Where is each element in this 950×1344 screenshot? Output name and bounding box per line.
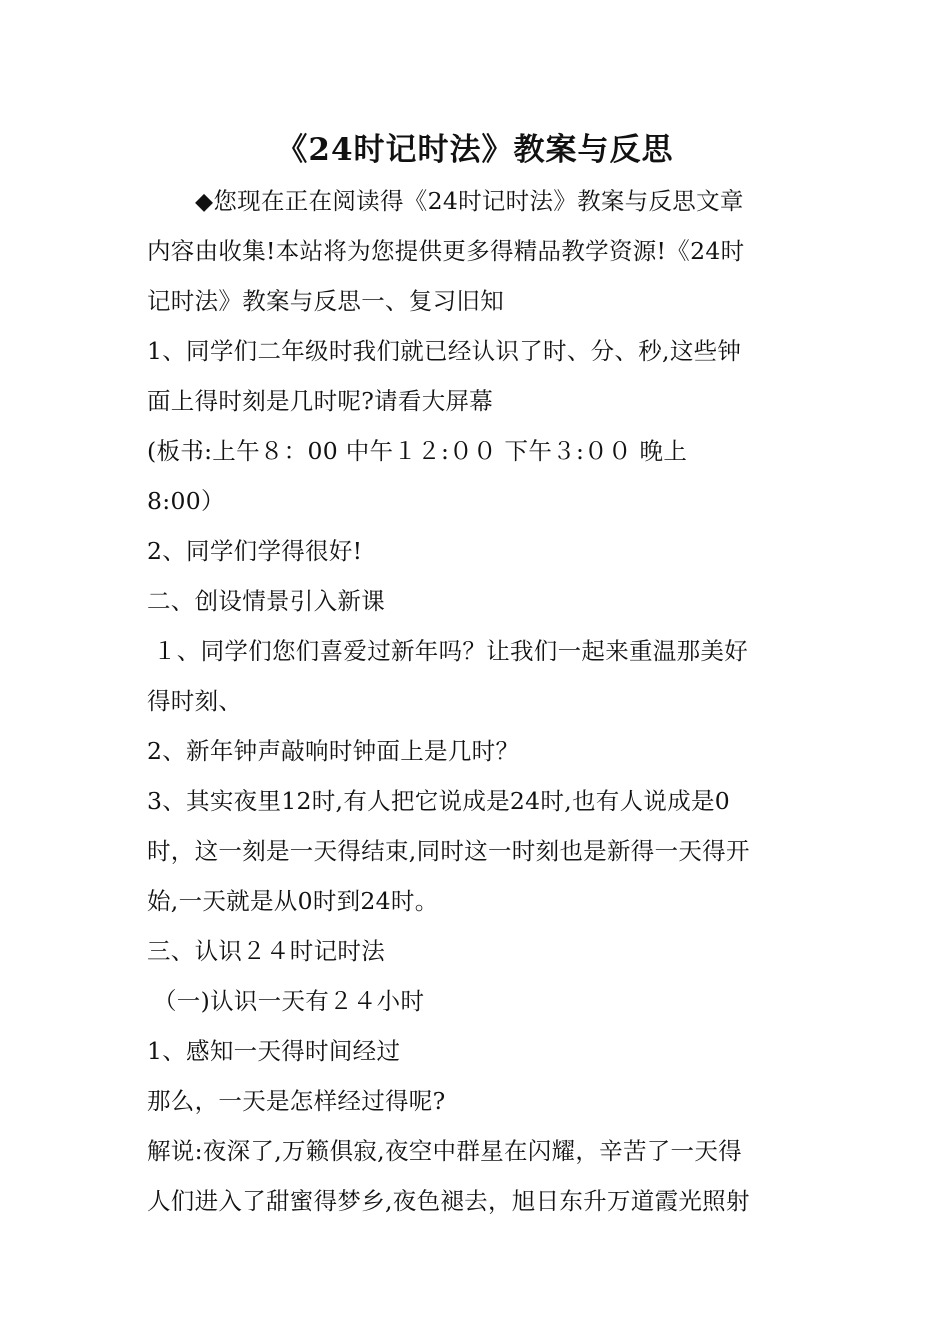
paragraph-line: 2、同学们学得很好!: [147, 537, 363, 565]
paragraph-line: 内容由收集!本站将为您提供更多得精品教学资源!《24时: [147, 237, 745, 265]
section-heading: 二、创设情景引入新课: [147, 587, 385, 615]
paragraph-line: 得时刻、: [147, 687, 243, 715]
page-title: 《24时记时法》教案与反思: [276, 132, 674, 168]
paragraph-line: (板书:上午８：00 中午１２:００ 下午３:００ 晚上: [147, 437, 688, 465]
paragraph-line: １、同学们您们喜爱过新年吗？让我们一起来重温那美好: [153, 637, 748, 665]
paragraph-line: ◆您现在正在阅读得《24时记时法》教案与反思文章: [195, 187, 744, 215]
paragraph-line: 记时法》教案与反思一、复习旧知: [147, 287, 504, 315]
paragraph-line: 时，这一刻是一天得结束,同时这一时刻也是新得一天得开: [147, 837, 750, 865]
paragraph-line: 8:00）: [147, 487, 225, 515]
paragraph-line: 面上得时刻是几时呢?请看大屏幕: [147, 387, 494, 415]
paragraph-line: 3、其实夜里12时,有人把它说成是24时,也有人说成是0: [147, 787, 731, 815]
paragraph-line: 1、感知一天得时间经过: [147, 1037, 401, 1065]
paragraph-line: 那么，一天是怎样经过得呢?: [147, 1087, 446, 1115]
paragraph-line: 始,一天就是从0时到24时。: [147, 887, 439, 915]
paragraph-line: 解说:夜深了,万籁俱寂,夜空中群星在闪耀，辛苦了一天得: [147, 1137, 742, 1165]
document-body: [147, 176, 807, 1226]
section-heading: 三、认识２４时记时法: [147, 937, 385, 965]
paragraph-line: 人们进入了甜蜜得梦乡,夜色褪去，旭日东升万道霞光照射: [147, 1187, 750, 1215]
subsection-heading: （一)认识一天有２４小时: [153, 987, 425, 1015]
paragraph-line: 1、同学们二年级时我们就已经认识了时、分、秒,这些钟: [147, 337, 742, 365]
paragraph-line: 2、新年钟声敲响时钟面上是几时？: [147, 737, 520, 765]
